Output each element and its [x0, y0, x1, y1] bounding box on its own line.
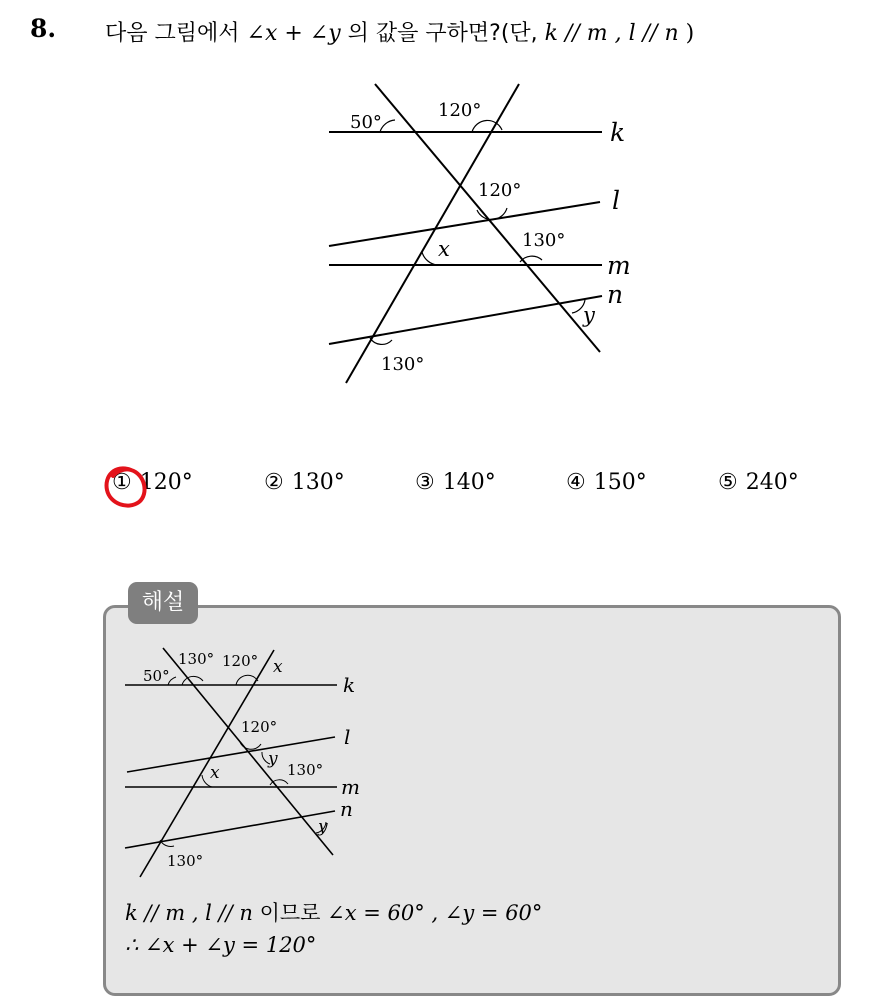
sol-label-l: l: [344, 725, 351, 749]
transversal-1: [375, 84, 600, 352]
sol-label-n: n: [340, 797, 353, 821]
choice-2-value: 130°: [291, 470, 345, 495]
sol-angle-130-k: 130°: [178, 650, 215, 668]
angle-120-l: 120°: [478, 180, 522, 201]
choice-5[interactable]: [718, 470, 799, 495]
angle-130-n: 130°: [381, 354, 425, 375]
choice-3-value: 140°: [442, 470, 496, 495]
angle-y: y: [583, 303, 595, 327]
sol-line-n: [125, 811, 335, 848]
angle-130-m: 130°: [522, 230, 566, 251]
label-m: m: [607, 251, 631, 280]
choice-4[interactable]: [566, 470, 647, 495]
angle-50: 50°: [350, 112, 382, 133]
question-number: 8.: [30, 14, 57, 43]
label-l: l: [612, 186, 620, 215]
solution-word: 이므로: [259, 901, 321, 925]
question-condition: k // m , l // n: [544, 21, 679, 46]
line-n: [329, 296, 602, 344]
angle-120-k: 120°: [438, 100, 482, 121]
question-text: [105, 16, 694, 47]
solution-line-1: [125, 897, 542, 927]
sol-angle-120-l: 120°: [241, 718, 278, 736]
sol-angle-x-k: x: [273, 657, 283, 677]
question-prefix: 다음 그림에서: [105, 21, 240, 46]
choice-1-number: ①: [112, 470, 132, 495]
question-suffix: 의 값을 구하면?(단,: [347, 21, 538, 46]
choice-3-number: ③: [415, 470, 435, 495]
solution-result: ∠x = 60° , ∠y = 60°: [327, 901, 543, 925]
sol-label-k: k: [343, 673, 356, 697]
solution-line-2: [125, 933, 316, 957]
choice-5-number: ⑤: [718, 470, 738, 495]
sol-angle-120-k: 120°: [222, 652, 259, 670]
choice-2-number: ②: [264, 470, 284, 495]
sol-transversal-1: [163, 648, 333, 855]
choice-4-value: 150°: [593, 470, 647, 495]
sol-angle-50: 50°: [143, 667, 170, 685]
choice-2[interactable]: [264, 470, 345, 495]
label-n: n: [607, 280, 624, 309]
solution-badge: 해설: [128, 582, 198, 624]
sol-angle-130-m: 130°: [287, 761, 324, 779]
solution-condition: k // m , l // n: [125, 901, 253, 925]
answer-circle-mark: [101, 462, 151, 512]
choice-4-number: ④: [566, 470, 586, 495]
choice-1-value: 120°: [139, 470, 193, 495]
question-figure: [320, 75, 650, 390]
sol-angle-y-n: y: [318, 817, 328, 837]
label-k: k: [610, 118, 626, 147]
sol-label-m: m: [341, 775, 360, 799]
sol-angle-y-l: y: [268, 749, 278, 769]
choice-3[interactable]: [415, 470, 496, 495]
choice-5-value: 240°: [745, 470, 799, 495]
question-expression: ∠x + ∠y: [246, 21, 341, 46]
angle-x: x: [438, 237, 450, 261]
solution-figure: [118, 640, 363, 880]
solution-conclusion: ∴ ∠x + ∠y = 120°: [125, 933, 317, 957]
sol-angle-130-n: 130°: [167, 852, 204, 870]
question-close: ): [685, 21, 695, 46]
sol-angle-x-m: x: [210, 763, 220, 783]
